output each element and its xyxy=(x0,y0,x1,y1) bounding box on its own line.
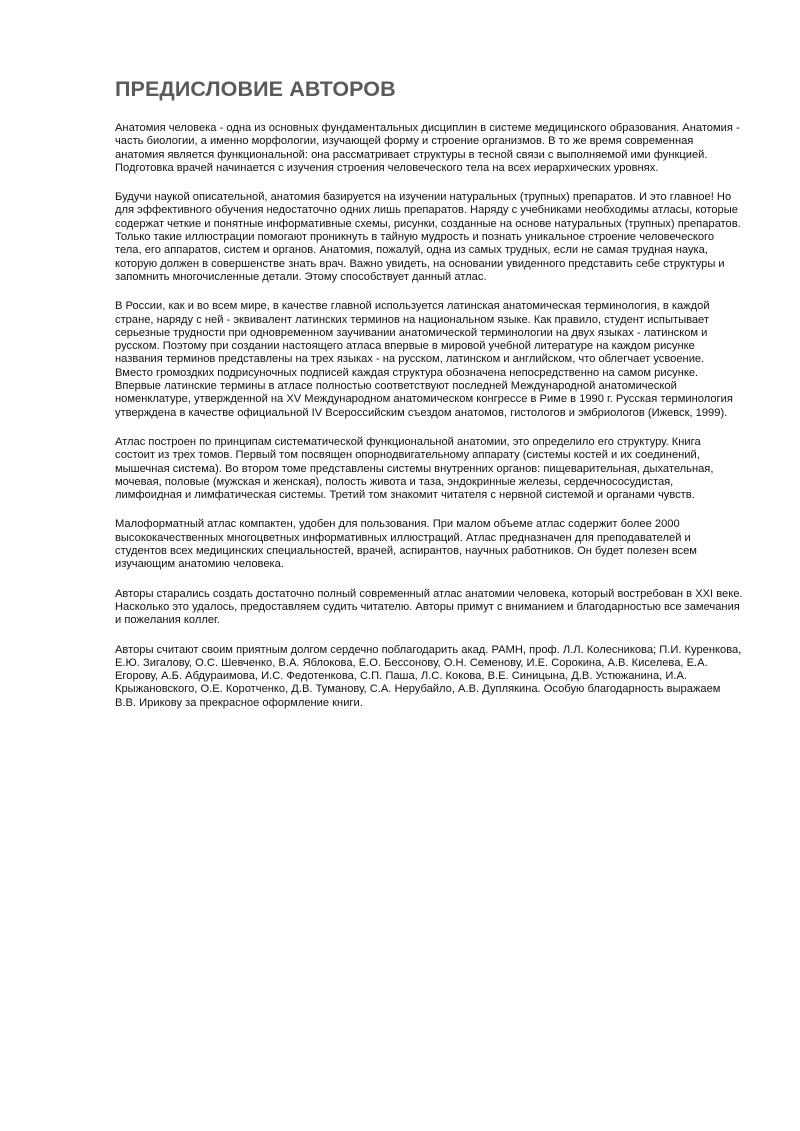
paragraph-descriptive-science: Будучи наукой описательной, анатомия базируется на изучении натуральных (трупных) препаратов. И это главное! Но для эффективного обучения недостаточно одних лишь препаратов. Наряду с учебниками необходимы атласы, которые содержат четкие и понятные информативные схемы, рисунки, созданные на основе натуральных (трупных) препаратов. Только такие иллюстрации помогают проникнуть в тайную мудрость и познать уникальное строение человеческого тела, его аппаратов, систем и органов. Анатомия, пожалуй, одна из самых трудных, если не самая трудная наука, которую должен в совершенстве знать врач. Важно увидеть, на основании увиденного представить себе структуры и запомнить многочисленные детали. Этому способствует данный атлас. xyxy=(115,191,741,283)
page-title: ПРЕДИСЛОВИЕ АВТОРОВ xyxy=(115,77,396,101)
paragraph-intro: Анатомия человека - одна из основных фундаментальных дисциплин в системе медицинского образования. Анатомия - часть биологии, а именно морфологии, изучающей форму и строение организмов. В то же время современная анатомия является функциональной: она рассматривает структуры в тесной связи с выполняемой ими функцией. Подготовка врачей начинается с изучения строения человеческого тела на всех иерархических уровнях. xyxy=(115,122,740,174)
document-page xyxy=(115,76,743,726)
paragraph-acknowledgements: Авторы считают своим приятным долгом сердечно поблагодарить акад. РАМН, проф. Л.Л. Колесникова; П.И. Куренкова, Е.Ю. Зигалову, О.С. Шевченко, В.А. Яблокова, Е.О. Бессонову, О.Н. Семенову, И.Е. Сорокина, А.В. Киселева, Е.А. Егорову, А.Б. Абдураимова, И.С. Федотенкова, С.П. Паша, Л.С. Кокова, В.Е. Синицына, Д.В. Устюжанина, И.А. Крыжановского, О.Е. Коротченко, Д.В. Туманову, С.А. Нерубайло, А.В. Дуплякина. Особую благодарность выражаем В.В. Ирикову за прекрасное оформление книги. xyxy=(115,643,742,709)
paragraph-authors-goal: Авторы старались создать достаточно полный современный атлас анатомии человека, который востребован в XXI веке. Насколько это удалось, предоставляем судить читателю. Авторы примут с вниманием и благодарностью все замечания и пожелания коллег. xyxy=(115,587,743,627)
paragraph-structure: Атлас построен по принципам систематической функциональной анатомии, это определило его структуру. Книга состоит из трех томов. Первый том посвящен опорнодвигательному аппарату (системы костей и их соединений, мышечная система). Во втором томе представлены системы внутренних органов: пищеварительная, дыхательная, мочевая, половые (мужская и женская), полость живота и таза, эндокринные железы, сердечнососудистая, лимфоидная и лимфатическая системы. Третий том знакомит читателя с нервной системой и органами чувств. xyxy=(115,435,714,502)
paragraph-terminology: В России, как и во всем мире, в качестве главной используется латинская анатомическая терминология, в каждой стране, наряду с ней - эквивалент латинских терминов на национальном языке. Как правило, студент испытывает серьезные трудности при одновременном заучивании анатомической терминологии на двух языках - латинском и русском. Поэтому при создании настоящего атласа впервые в мировой учебной литературе на каждом рисунке названия терминов представлены на трех языках - на русском, латинском и английском, что облегчает усвоение. Вместо громоздких подрисуночных подписей каждая структура обозначена непосредственно на самом рисунке. Впервые латинские термины в атласе полностью соответствуют последней Международной анатомической номенклатуре, утвержденной на XV Международном анатомическом конгрессе в Риме в 1990 г. Русская терминология утверждена в качестве официальной IV Всероссийским съездом анатомов, гистологов и эмбриологов (Ижевск, 1999). xyxy=(115,300,733,419)
paragraph-format: Малоформатный атлас компактен, удобен для пользования. При малом объеме атлас содержит более 2000 высококачественных многоцветных информативных иллюстраций. Атлас предназначен для преподавателей и студентов всех медицинских специальностей, врачей, аспирантов, научных работников. Он будет полезен всем изучающим анатомию человека. xyxy=(115,518,697,571)
